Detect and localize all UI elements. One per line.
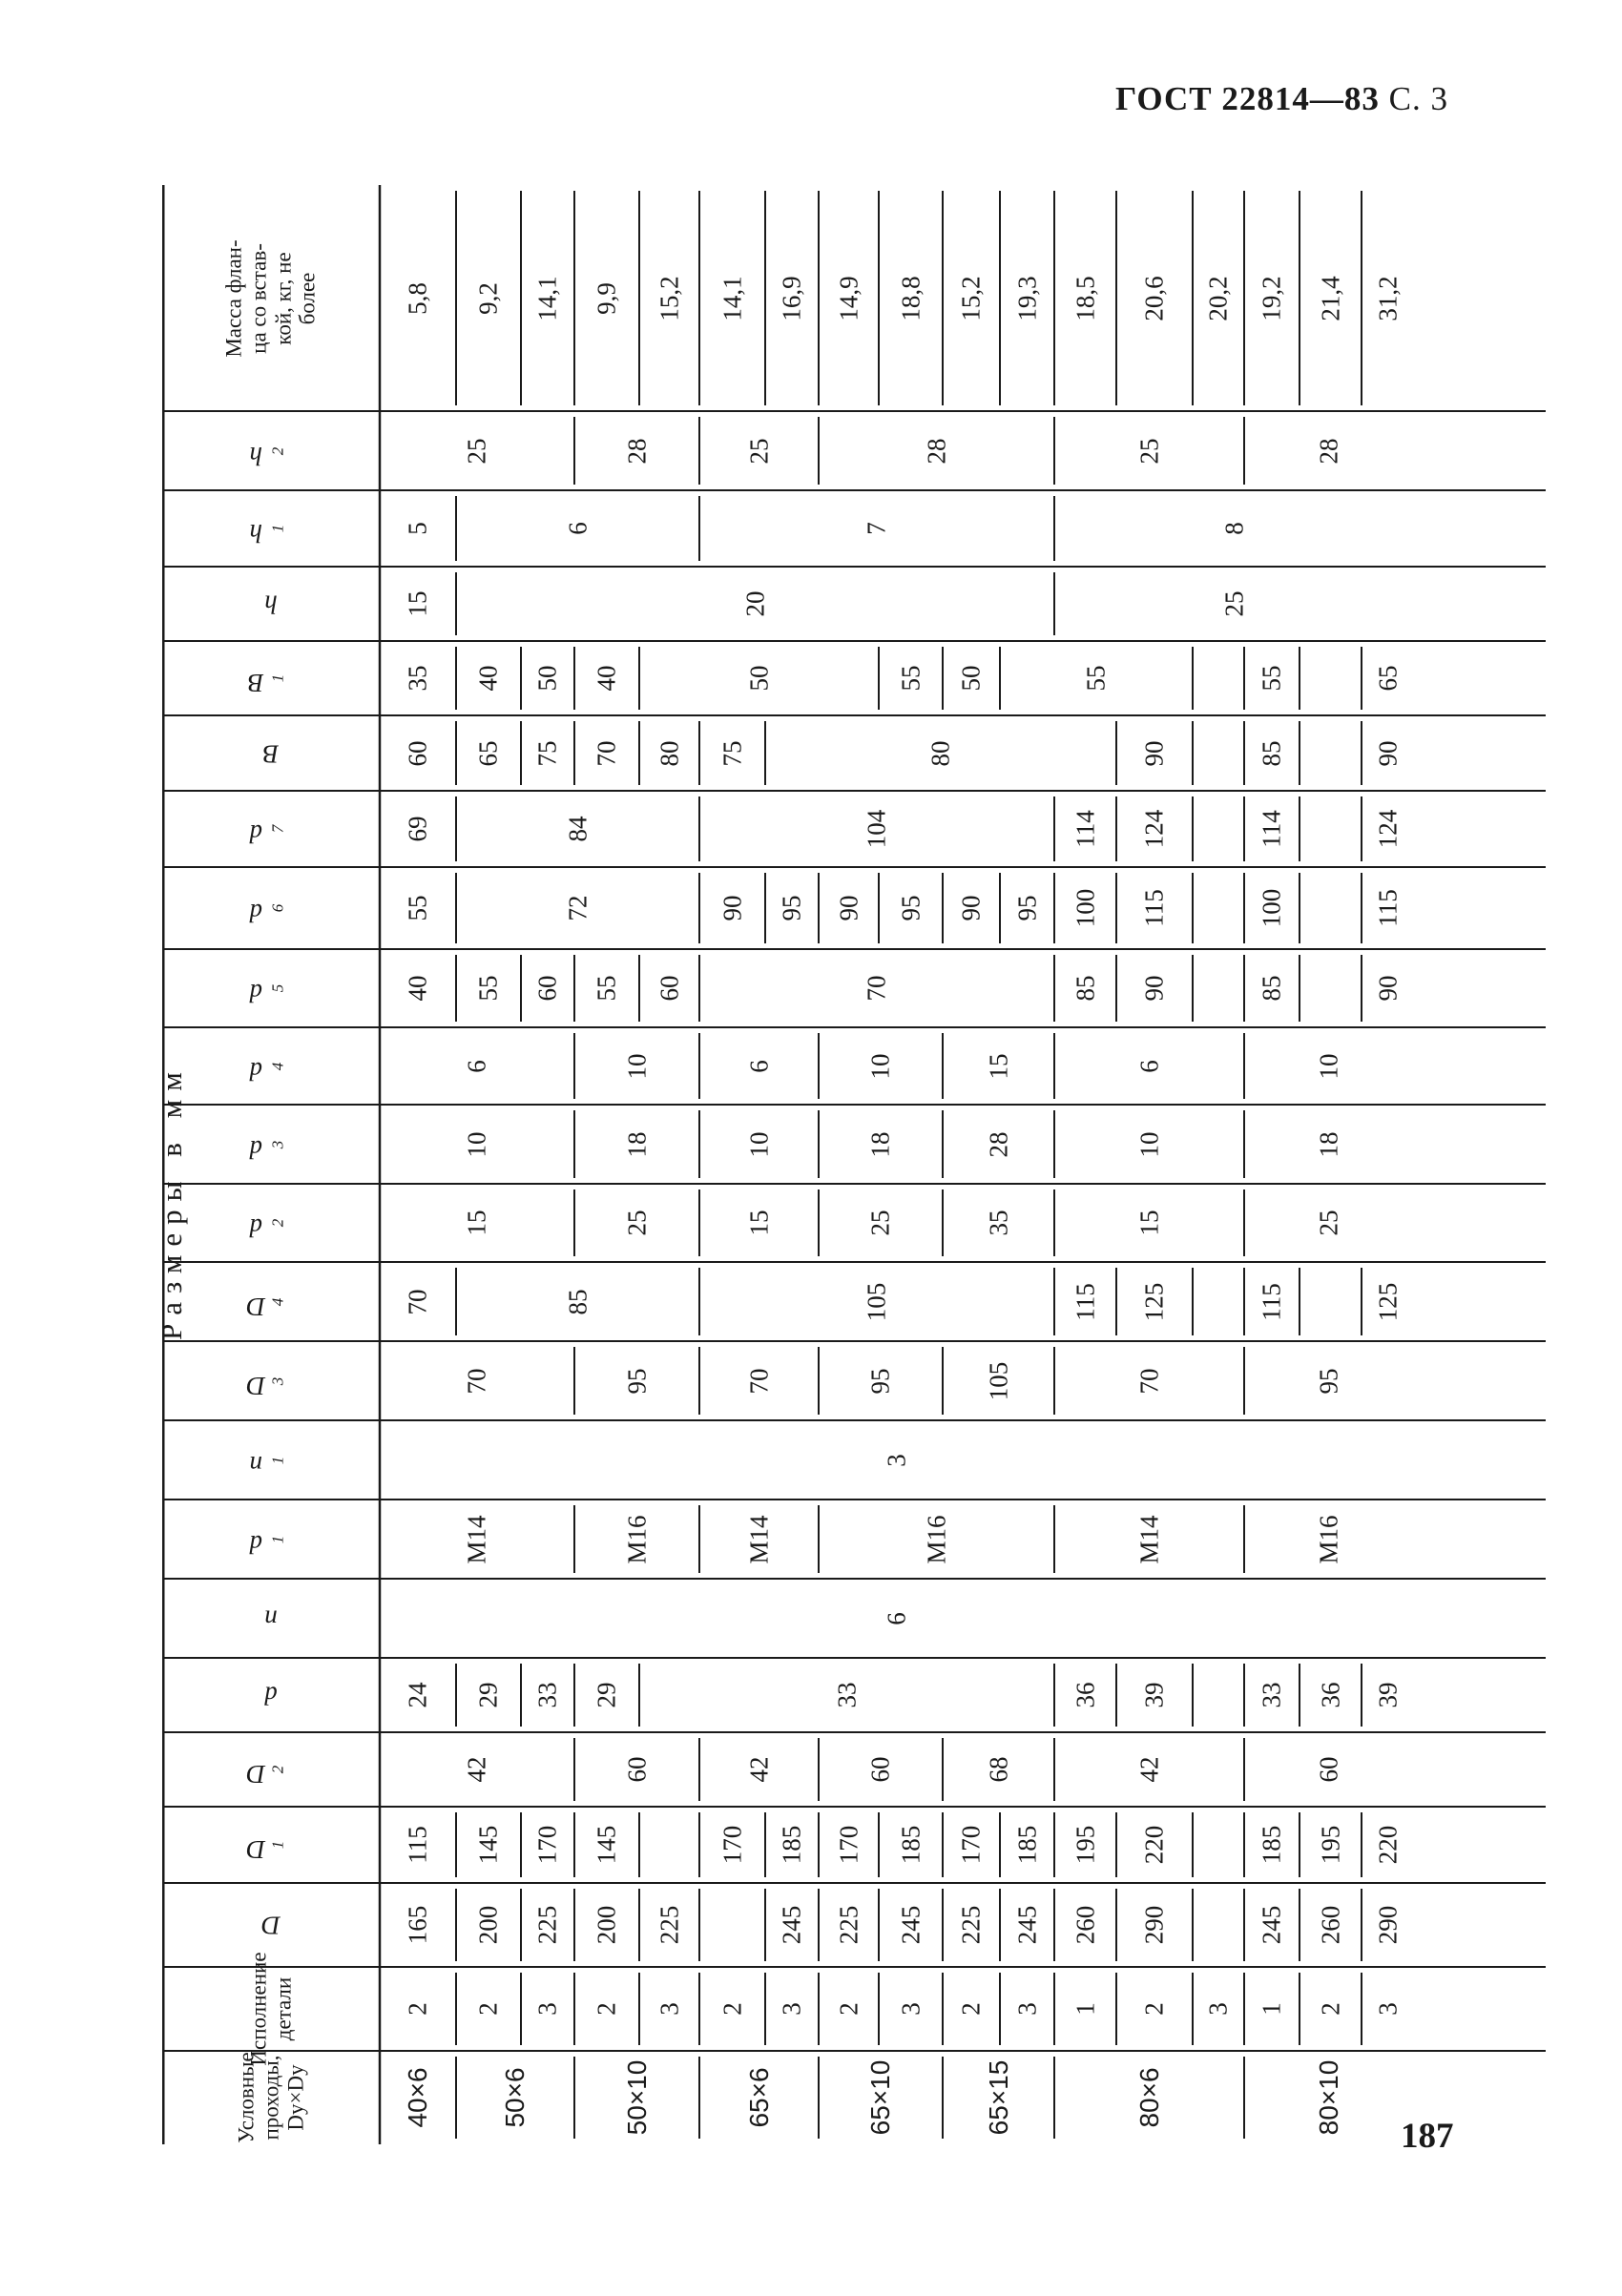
table-cell: 105 xyxy=(984,1361,1012,1400)
table-cell: 195 xyxy=(1071,1825,1099,1865)
table-cell: 8 xyxy=(1219,522,1248,535)
table-cell: 2 xyxy=(403,2002,432,2016)
table-cell: 125 xyxy=(1373,1282,1402,1321)
table-cell: 21,4 xyxy=(1316,275,1344,321)
table-cell: 225 xyxy=(532,1905,562,1945)
table-cell: M16 xyxy=(622,1514,651,1564)
doc-number: ГОСТ 22814—83 xyxy=(1114,80,1380,117)
header-letter: d xyxy=(249,1134,263,1164)
nominal-size-cell: 40×6 xyxy=(403,2067,432,2128)
header-subscript: 1 xyxy=(268,524,287,533)
header-subscript: 7 xyxy=(268,824,287,834)
table-cell: 25 xyxy=(622,1210,651,1236)
header-letter: h xyxy=(249,518,263,548)
table-cell: 55 xyxy=(1257,665,1286,692)
table-cell: 55 xyxy=(473,975,503,1002)
table-cell: 185 xyxy=(896,1825,925,1865)
table-cell: 25 xyxy=(1134,438,1163,464)
table-cell: 70 xyxy=(1134,1368,1163,1394)
table-cell: 170 xyxy=(834,1825,863,1865)
header-letter: B xyxy=(262,739,280,768)
header-letter: h xyxy=(249,441,263,470)
header-letter: h xyxy=(264,590,278,619)
table-cell: 124 xyxy=(1373,809,1402,849)
table-cell: 9,9 xyxy=(592,281,621,315)
header-subscript: 1 xyxy=(268,673,287,683)
table-cell: 220 xyxy=(1373,1825,1402,1865)
nominal-size-cell: 65×10 xyxy=(865,2059,895,2136)
header-letter: d xyxy=(249,1212,263,1242)
table-cell: 70 xyxy=(403,1289,432,1314)
table-cell: 69 xyxy=(403,816,432,842)
table-cell: 115 xyxy=(1373,889,1402,927)
header-line: проходы, xyxy=(259,2055,283,2141)
header-letter: D xyxy=(246,1292,266,1321)
table-cell: 170 xyxy=(956,1825,986,1865)
table-cell: 145 xyxy=(592,1825,621,1865)
table-cell: 19,2 xyxy=(1257,275,1286,321)
table-cell: 15 xyxy=(744,1210,773,1236)
table-cell: 115 xyxy=(1071,1282,1099,1321)
table-cell: 115 xyxy=(1257,1282,1286,1321)
table-cell: 40 xyxy=(473,665,503,692)
table-cell: 55 xyxy=(896,665,925,692)
table-cell: 14,1 xyxy=(532,275,562,321)
table-cell: 36 xyxy=(1071,1682,1099,1708)
table-cell: 40 xyxy=(592,665,621,692)
header-subscript: 1 xyxy=(268,1456,287,1464)
table-cell: 35 xyxy=(403,665,432,692)
table-cell: 170 xyxy=(532,1825,562,1865)
table-cell: 90 xyxy=(956,895,986,921)
nominal-size-cell: 65×15 xyxy=(983,2059,1013,2136)
table-cell: 2 xyxy=(956,2002,986,2016)
table-cell: 1 xyxy=(1257,2002,1286,2016)
table-cell: 35 xyxy=(984,1210,1012,1236)
table-cell: 28 xyxy=(1314,438,1343,464)
column-header-d1 xyxy=(246,1834,287,1864)
table-cell: 115 xyxy=(403,1826,432,1864)
table-cell: 15,2 xyxy=(655,275,683,321)
header-line: Условные xyxy=(234,2052,259,2143)
header-line: Dy×Dy xyxy=(282,2064,307,2131)
table-cell: 42 xyxy=(462,1756,491,1783)
header-subscript: 1 xyxy=(268,1535,287,1543)
table-cell: 290 xyxy=(1139,1905,1169,1945)
table-cell: 195 xyxy=(1316,1825,1344,1865)
header-line: детали xyxy=(271,1976,295,2041)
header-line: ца со встав- xyxy=(246,242,271,354)
table-cell: 185 xyxy=(777,1825,806,1865)
header-subscript: 6 xyxy=(268,903,287,913)
page-number: 187 xyxy=(1401,2117,1454,2156)
table-cell: 245 xyxy=(1257,1905,1286,1945)
table-cell: 3 xyxy=(1012,2002,1041,2016)
header-subscript: 3 xyxy=(268,1140,287,1148)
table-cell: 225 xyxy=(655,1905,683,1945)
table-cell: 80 xyxy=(925,740,955,766)
header-subscript: 4 xyxy=(268,1062,287,1070)
table-cell: 6 xyxy=(882,1611,911,1625)
nominal-size-cell: 65×6 xyxy=(743,2067,774,2128)
table-cell: 2 xyxy=(834,2002,863,2016)
table-cell: 90 xyxy=(834,895,863,921)
table-cell: 105 xyxy=(862,1282,891,1321)
dimensions-table xyxy=(162,185,1546,2144)
table-cell: 225 xyxy=(956,1905,986,1945)
table-cell: 2 xyxy=(1316,2002,1344,2016)
table-cell: 60 xyxy=(532,975,562,1002)
table-cell: M16 xyxy=(922,1514,950,1564)
table-cell: 29 xyxy=(473,1682,503,1708)
header-letter: d xyxy=(264,1681,278,1710)
header-letter: D xyxy=(246,1834,266,1864)
table-cell: 3 xyxy=(896,2002,925,2016)
table-cell: 70 xyxy=(592,740,621,766)
header-subscript: 2 xyxy=(268,1765,287,1774)
table-cell: 115 xyxy=(1139,889,1169,927)
table-cell: 18,8 xyxy=(896,275,925,321)
table-cell: 18 xyxy=(622,1131,651,1157)
table-cell: 185 xyxy=(1257,1825,1286,1865)
table-cell: 84 xyxy=(563,816,592,842)
table-cell: 60 xyxy=(622,1756,651,1783)
column-header-h1 xyxy=(249,518,287,548)
table-cell: 95 xyxy=(1012,895,1041,921)
table-cell: 80 xyxy=(655,740,683,766)
column-header-d2 xyxy=(246,1759,287,1789)
table-cell: 200 xyxy=(592,1905,621,1945)
table-cell: 9,2 xyxy=(473,281,503,315)
table-cell: 95 xyxy=(865,1368,895,1394)
header-line: Исполнение xyxy=(246,1952,271,2066)
header-letter: n xyxy=(264,1604,278,1633)
table-cell: 14,1 xyxy=(717,275,746,321)
table-cell: 260 xyxy=(1071,1905,1099,1945)
table-cell: 15 xyxy=(403,590,432,617)
table-cell: 25 xyxy=(1314,1210,1343,1236)
table-cell: 10 xyxy=(744,1131,773,1157)
table-cell: 200 xyxy=(473,1905,503,1945)
table-cell: 28 xyxy=(984,1131,1012,1157)
table-cell: 225 xyxy=(834,1905,863,1945)
table-cell: 42 xyxy=(1134,1756,1163,1783)
page-header xyxy=(1115,80,1448,118)
table-cell: 114 xyxy=(1071,810,1099,848)
header-subscript: 2 xyxy=(268,1218,287,1228)
table-cell: 24 xyxy=(403,1682,432,1708)
table-cell: 220 xyxy=(1139,1825,1169,1865)
table-cell: 15,2 xyxy=(956,275,986,321)
table-cell: 29 xyxy=(592,1682,621,1708)
table-cell: 36 xyxy=(1316,1682,1344,1708)
header-letter: d xyxy=(249,1056,263,1086)
table-cell: 95 xyxy=(896,895,925,921)
header-line: более xyxy=(295,272,320,324)
table-cell: 65 xyxy=(473,740,503,766)
table-cell: 85 xyxy=(563,1289,592,1314)
header-letter: n xyxy=(249,1450,263,1479)
table-cell: 50 xyxy=(744,665,773,692)
table-cell: 6 xyxy=(563,522,592,535)
table-cell: 3 xyxy=(1203,2002,1233,2016)
table-cell: 33 xyxy=(1257,1682,1286,1708)
table-cell: 125 xyxy=(1139,1282,1169,1321)
table-cell: 3 xyxy=(882,1453,911,1467)
header-subscript: 5 xyxy=(268,983,287,993)
table-cell: 10 xyxy=(622,1053,651,1079)
table-cell: 60 xyxy=(655,975,683,1002)
table-cell: 55 xyxy=(592,975,621,1002)
table-cell: 50 xyxy=(956,665,986,692)
table-cell: 15 xyxy=(462,1210,491,1236)
table-caption: Размеры в мм xyxy=(155,1064,188,1340)
table-cell: 6 xyxy=(1134,1059,1163,1073)
header-letter: B xyxy=(248,668,264,697)
table-cell: 100 xyxy=(1257,888,1286,928)
header-subscript: 3 xyxy=(268,1376,287,1385)
table-cell: 68 xyxy=(984,1756,1012,1783)
table-cell: 33 xyxy=(532,1682,562,1708)
table-cell: 2 xyxy=(717,2002,746,2016)
table-cell: 15 xyxy=(984,1053,1012,1079)
table-cell: 20 xyxy=(740,590,769,617)
table-cell: 85 xyxy=(1257,975,1286,1002)
column-header-d6 xyxy=(249,898,287,927)
table-cell: 124 xyxy=(1139,809,1169,849)
header-line: кой, кг, не xyxy=(271,251,295,345)
table-cell: 25 xyxy=(462,438,491,464)
nominal-size-cell: 80×6 xyxy=(1133,2067,1164,2128)
header-letter: D xyxy=(261,1911,281,1940)
column-header-h2 xyxy=(249,441,287,470)
table-cell: 90 xyxy=(1139,740,1169,766)
column-header-d2 xyxy=(249,1212,287,1242)
column-header-d3 xyxy=(246,1371,287,1400)
table-cell: 6 xyxy=(744,1059,773,1073)
table-cell: 31,2 xyxy=(1373,275,1402,321)
header-letter: d xyxy=(249,898,263,927)
table-cell: 145 xyxy=(473,1825,503,1865)
table-cell: 260 xyxy=(1316,1905,1344,1945)
table-cell: 10 xyxy=(1314,1053,1343,1079)
table-cell: 40 xyxy=(403,975,432,1002)
column-header-b1 xyxy=(248,668,287,697)
table-cell: 60 xyxy=(865,1756,895,1783)
table-cell: 170 xyxy=(717,1825,746,1865)
table-cell: M14 xyxy=(462,1514,491,1564)
table-cell: 18,5 xyxy=(1071,275,1099,321)
table-cell: 90 xyxy=(1139,975,1169,1002)
column-header-d4 xyxy=(249,1056,287,1086)
table-cell: 70 xyxy=(862,975,891,1002)
column-header-d1 xyxy=(249,1529,287,1559)
table-cell: 6 xyxy=(462,1059,491,1073)
table-cell: 3 xyxy=(777,2002,806,2016)
column-header xyxy=(222,239,321,357)
table-cell: 20,6 xyxy=(1139,275,1169,321)
table-cell: 85 xyxy=(1071,975,1099,1002)
table-cell: 15 xyxy=(1134,1210,1163,1236)
nominal-size-cell: 50×6 xyxy=(500,2067,530,2128)
table-cell: 104 xyxy=(862,809,891,849)
table-cell: 75 xyxy=(532,740,562,766)
nominal-size-cell: 80×10 xyxy=(1314,2059,1343,2136)
table-cell: 3 xyxy=(532,2002,562,2016)
table-cell: 10 xyxy=(1134,1131,1163,1157)
table-cell: 18 xyxy=(865,1131,895,1157)
table-cell: 114 xyxy=(1257,810,1286,848)
table-cell: 100 xyxy=(1071,888,1099,928)
table-cell: 245 xyxy=(1012,1905,1041,1945)
table-cell: 70 xyxy=(744,1368,773,1394)
header-line: Масса флан- xyxy=(221,238,246,358)
header-subscript: 2 xyxy=(268,446,287,455)
table-cell: 1 xyxy=(1071,2002,1099,2016)
header-letter: D xyxy=(246,1759,266,1789)
table-cell: 95 xyxy=(1314,1368,1343,1394)
column-header xyxy=(246,1952,296,2065)
table-cell: 18 xyxy=(1314,1131,1343,1157)
table-cell: 245 xyxy=(896,1905,925,1945)
table-cell: 42 xyxy=(744,1756,773,1783)
page-ref: С. 3 xyxy=(1388,80,1448,117)
table-cell: 60 xyxy=(1314,1756,1343,1783)
table-cell: 25 xyxy=(1219,590,1248,617)
table-cell: 85 xyxy=(1257,740,1286,766)
table-cell: 5 xyxy=(403,522,432,535)
table-cell: 90 xyxy=(1373,740,1402,766)
table-cell: 10 xyxy=(462,1131,491,1157)
column-header-d7 xyxy=(249,818,287,848)
table-cell: 14,9 xyxy=(834,275,863,321)
table-cell: 95 xyxy=(777,895,806,921)
table-cell: M14 xyxy=(1134,1514,1163,1564)
column-header-d4 xyxy=(246,1292,287,1321)
table-cell: 55 xyxy=(403,895,432,921)
table-cell: 28 xyxy=(622,438,651,464)
header-subscript: 1 xyxy=(268,1840,287,1850)
table-cell: 50 xyxy=(532,665,562,692)
table-cell: 33 xyxy=(832,1682,861,1708)
table-cell: M14 xyxy=(744,1514,773,1564)
table-cell: 16,9 xyxy=(777,275,806,321)
table-cell: 2 xyxy=(473,2002,503,2016)
table-cell: 5,8 xyxy=(403,281,432,315)
table-cell: 165 xyxy=(403,1905,432,1945)
table-cell: 2 xyxy=(1139,2002,1169,2016)
table-cell: 19,3 xyxy=(1012,275,1041,321)
table-cell: 10 xyxy=(865,1053,895,1079)
table-cell: 185 xyxy=(1012,1825,1041,1865)
header-letter: d xyxy=(249,978,263,1007)
table-cell: 75 xyxy=(717,740,746,766)
column-header-d5 xyxy=(249,978,287,1007)
table-cell: 25 xyxy=(744,438,773,464)
header-subscript: 4 xyxy=(268,1297,287,1306)
table-cell: 70 xyxy=(462,1368,491,1394)
table-cell: 90 xyxy=(717,895,746,921)
table-cell: 39 xyxy=(1139,1682,1169,1708)
table-cell: 290 xyxy=(1373,1905,1402,1945)
table-cell: 39 xyxy=(1373,1682,1402,1708)
table-cell: 60 xyxy=(403,740,432,766)
header-letter: d xyxy=(249,818,263,848)
table-cell: 65 xyxy=(1373,665,1402,692)
table-cell: M16 xyxy=(1314,1514,1343,1564)
table-cell: 25 xyxy=(865,1210,895,1236)
header-letter: d xyxy=(249,1529,263,1559)
nominal-size-cell: 50×10 xyxy=(621,2059,652,2136)
table-cell: 90 xyxy=(1373,975,1402,1002)
column-header-n1 xyxy=(249,1450,287,1479)
table-cell: 245 xyxy=(777,1905,806,1945)
table-cell: 95 xyxy=(622,1368,651,1394)
column-header-d3 xyxy=(249,1134,287,1164)
table-cell: 2 xyxy=(592,2002,621,2016)
table-cell: 3 xyxy=(1373,2002,1402,2016)
table-cell: 7 xyxy=(862,522,891,535)
table-cell: 20,2 xyxy=(1203,275,1233,321)
header-letter: D xyxy=(246,1371,266,1400)
table-cell: 28 xyxy=(922,438,950,464)
table-cell: 72 xyxy=(563,895,592,921)
table-cell: 55 xyxy=(1081,665,1111,692)
table-cell: 3 xyxy=(655,2002,683,2016)
